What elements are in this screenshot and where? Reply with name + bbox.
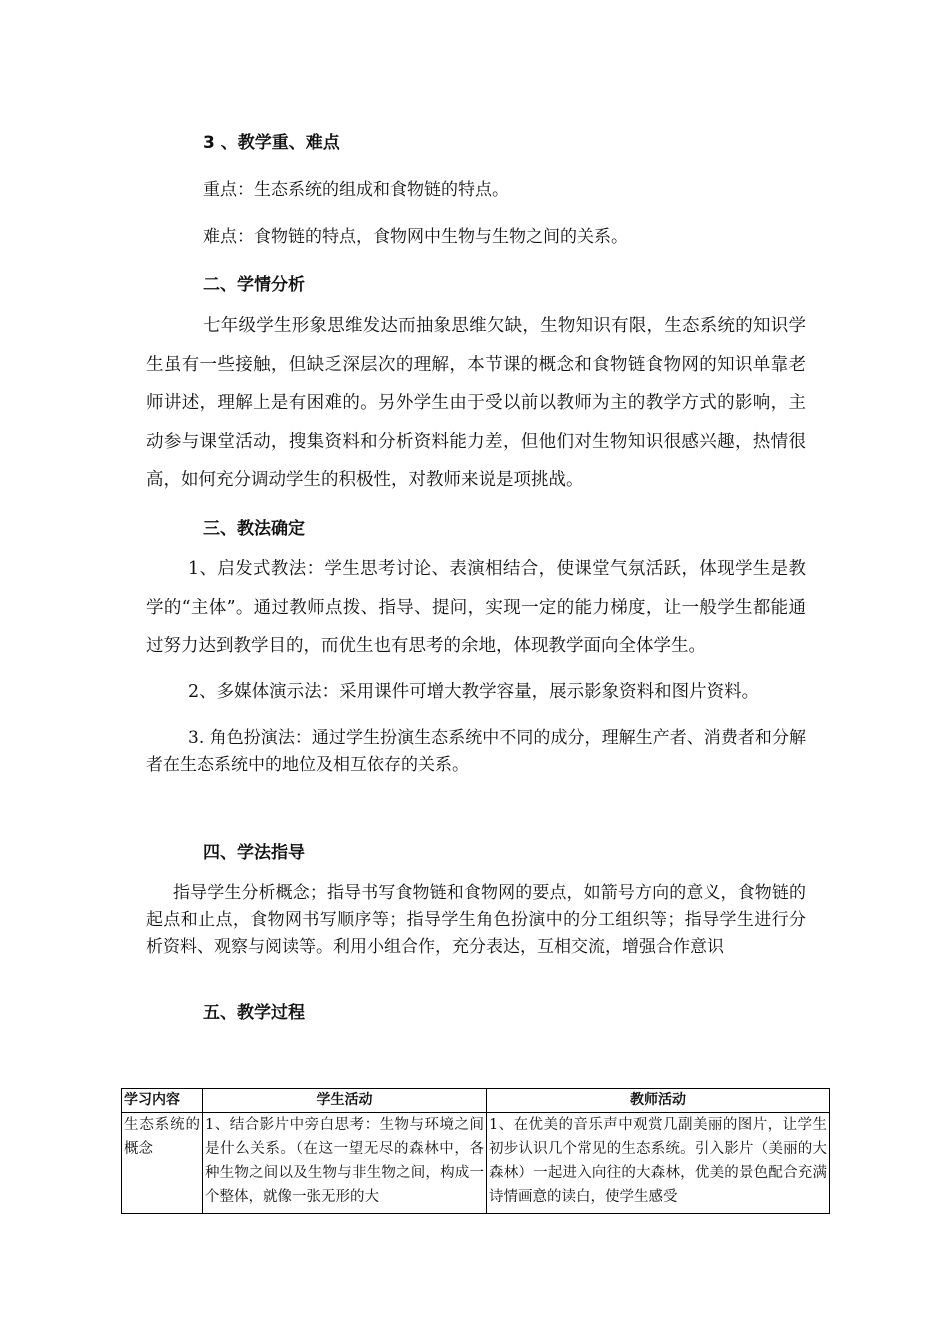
- method-item-2: 2、多媒体演示法：采用课件可增大教学容量，展示影象资料和图片资料。: [188, 682, 760, 702]
- difficult-point-text: 难点：食物链的特点，食物网中生物与生物之间的关系。: [203, 227, 628, 247]
- cell-learning-content-text: 生态系统的概念: [124, 1117, 200, 1157]
- heading-teaching-method: 三、教法确定: [203, 519, 305, 539]
- student-analysis-paragraph: 七年级学生形象思维发达而抽象思维欠缺，生物知识有限，生态系统的知识学生虽有一些接触，但缺乏深层次的理解，本节课的概念和食物链食物网的知识单靠老师讲述，理解上是有困难的。另外学生由于受以前以教师为主的教学方式的影响，主动参与课堂活动，搜集资料和分析资料能力差，但他们对生物知识很感兴趣，热情很高，如何充分调动学生的积极性，对教师来说是项挑战。: [146, 316, 806, 490]
- header-student-activity: 学生活动: [203, 1089, 487, 1113]
- teaching-process-table: [121, 1088, 830, 1214]
- heading-learning-guidance: 四、学法指导: [203, 843, 305, 863]
- heading-key-points: 3 、教学重、难点: [203, 133, 340, 153]
- cell-teacher-activity-text: 1、在优美的音乐声中观赏几副美丽的图片，让学生初步认识几个常见的生态系统。引入影片（美丽的大森林）一起进入向往的大森林，优美的景色配合充满诗情画意的读白，使学生感受: [489, 1117, 827, 1205]
- table-row: [122, 1113, 830, 1214]
- learning-guidance-paragraph: 指导学生分析概念；指导书写食物链和食物网的要点，如箭号方向的意义，食物链的起点和止点，食物网书写顺序等；指导学生角色扮演中的分工组织等；指导学生进行分析资料、观察与阅读等。利用小组合作，充分表达，互相交流，增强合作意识: [146, 883, 806, 957]
- method-item-1: 1、启发式教法：学生思考讨论、表演相结合，使课堂气氛活跃，体现学生是教学的“主体”。通过教师点拨、指导、提问，实现一定的能力梯度，让一般学生都能通过努力达到教学目的，而优生也有思考的余地，体现教学面向全体学生。: [146, 559, 806, 656]
- header-learning-content: 学习内容: [122, 1089, 203, 1113]
- key-point-text: 重点：生态系统的组成和食物链的特点。: [203, 180, 509, 200]
- heading-student-analysis: 二、学情分析: [203, 275, 305, 295]
- heading-teaching-process: 五、教学过程: [203, 1003, 305, 1023]
- header-teacher-activity: 教师活动: [487, 1089, 830, 1113]
- cell-student-activity: [203, 1113, 487, 1214]
- table-header-row: [122, 1089, 830, 1113]
- cell-teacher-activity: [487, 1113, 830, 1214]
- cell-learning-content: [122, 1113, 203, 1214]
- cell-student-activity-text: 1、结合影片中旁白思考：生物与环境之间是什么关系。（在这一望无尽的森林中，各种生物之间以及生物与非生物之间，构成一个整体，就像一张无形的大: [205, 1117, 484, 1205]
- method-item-3: 3. 角色扮演法：通过学生扮演生态系统中不同的成分，理解生产者、消费者和分解者在生态系统中的地位及相互依存的关系。: [146, 728, 806, 775]
